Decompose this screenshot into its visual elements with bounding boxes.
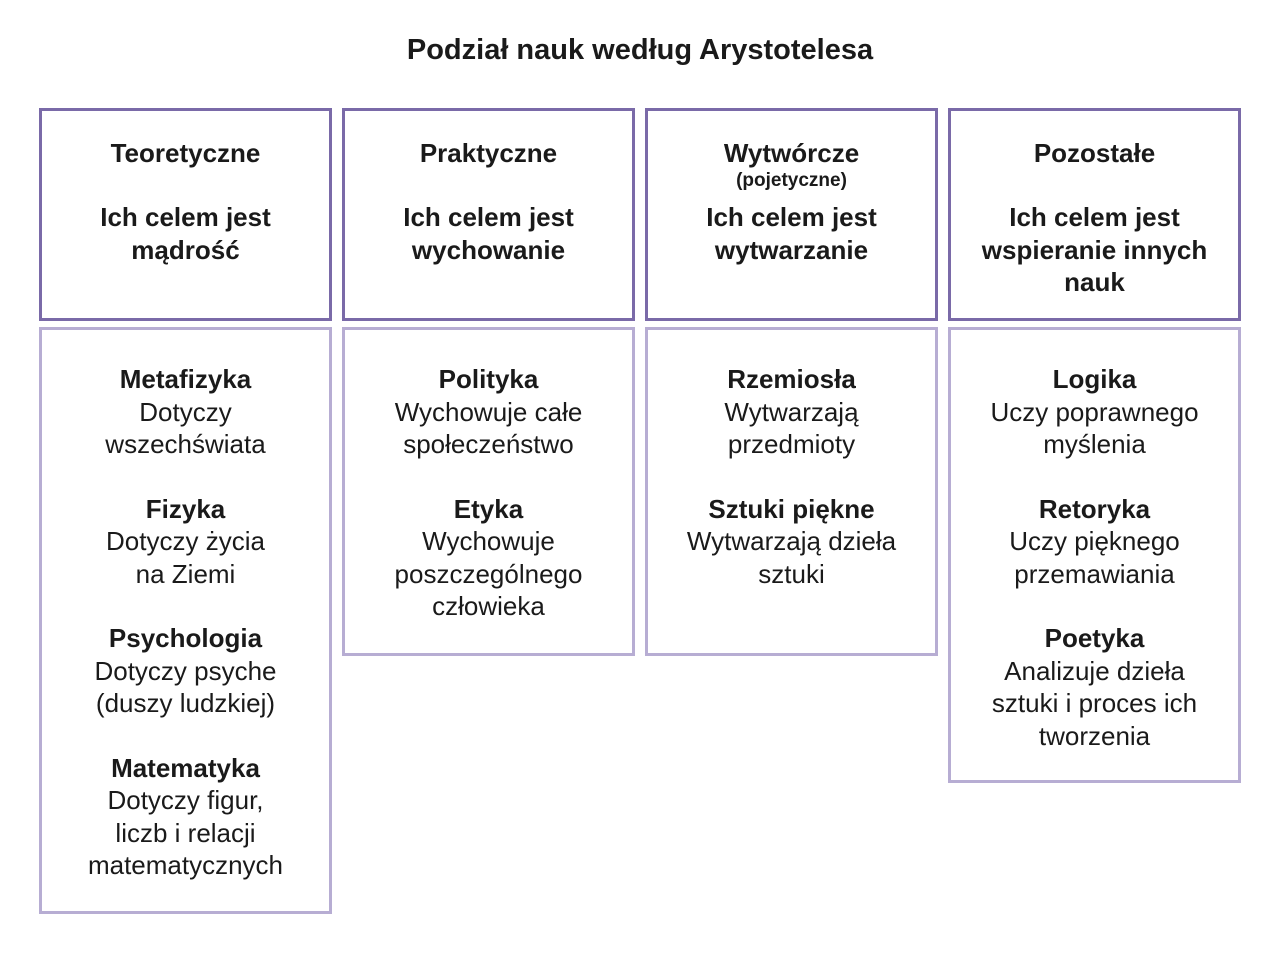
column-body-box [39, 327, 332, 914]
science-item [42, 752, 329, 882]
science-item [951, 363, 1238, 461]
science-name: Polityka [438, 364, 539, 394]
science-name: Logika [1052, 364, 1137, 394]
science-name: Sztuki piękne [708, 493, 875, 524]
science-description: Dotyczy psyche (duszy ludzkiej) [94, 655, 277, 718]
column-header-box [39, 108, 332, 321]
science-item [42, 363, 329, 461]
science-description: Wytwarzają dzieła sztuki [686, 526, 897, 589]
science-description: Wychowuje poszczególnego człowieka [394, 526, 583, 621]
column-header-title: Teoretyczne [110, 138, 261, 168]
science-name: Fizyka [145, 493, 226, 524]
column-header-goal: Ich celem jest wspieranie innych nauk [981, 202, 1208, 297]
science-description: Dotyczy wszechświata [105, 396, 266, 459]
science-description: Uczy poprawnego myślenia [990, 396, 1199, 459]
column-body-box [645, 327, 938, 656]
science-description: Analizuje dzieła sztuki i proces ich tworzenia [991, 655, 1198, 751]
science-name: Retoryka [1038, 493, 1151, 524]
column-header-subtitle: (pojetyczne) [736, 170, 847, 191]
science-item [951, 622, 1238, 752]
column-header-goal: Ich celem jest wychowanie [403, 202, 574, 265]
science-item [951, 493, 1238, 591]
science-item [42, 622, 329, 720]
science-description: Wytwarzają przedmioty [724, 396, 859, 459]
column-header-box [645, 108, 938, 321]
column-header-title: Pozostałe [1033, 138, 1156, 168]
column-body-box [948, 327, 1241, 783]
science-name: Psychologia [108, 623, 263, 653]
column-header-title: Praktyczne [419, 138, 558, 168]
column-body-box [342, 327, 635, 656]
diagram-title: Podział nauk według Arystotelesa [406, 34, 874, 66]
science-item [345, 493, 632, 623]
science-description: Dotyczy życia na Ziemi [106, 526, 265, 589]
science-item [345, 363, 632, 461]
science-name: Etyka [453, 493, 524, 524]
science-name: Metafizyka [119, 364, 252, 394]
science-item [42, 493, 329, 591]
science-description: Uczy pięknego przemawiania [1009, 526, 1180, 589]
science-name: Poetyka [1044, 623, 1145, 653]
science-description: Dotyczy figur, liczb i relacji matematycznych [87, 785, 284, 880]
science-description: Wychowuje całe społeczeństwo [394, 396, 583, 459]
science-item [648, 493, 935, 591]
science-item [648, 363, 935, 461]
column-header-title: Wytwórcze [723, 138, 860, 168]
column-header-box [948, 108, 1241, 321]
column-header-box [342, 108, 635, 321]
column-header-goal: Ich celem jest mądrość [100, 202, 271, 265]
science-name: Rzemiosła [727, 364, 856, 394]
science-name: Matematyka [111, 752, 260, 783]
column-header-goal: Ich celem jest wytwarzanie [706, 202, 877, 265]
